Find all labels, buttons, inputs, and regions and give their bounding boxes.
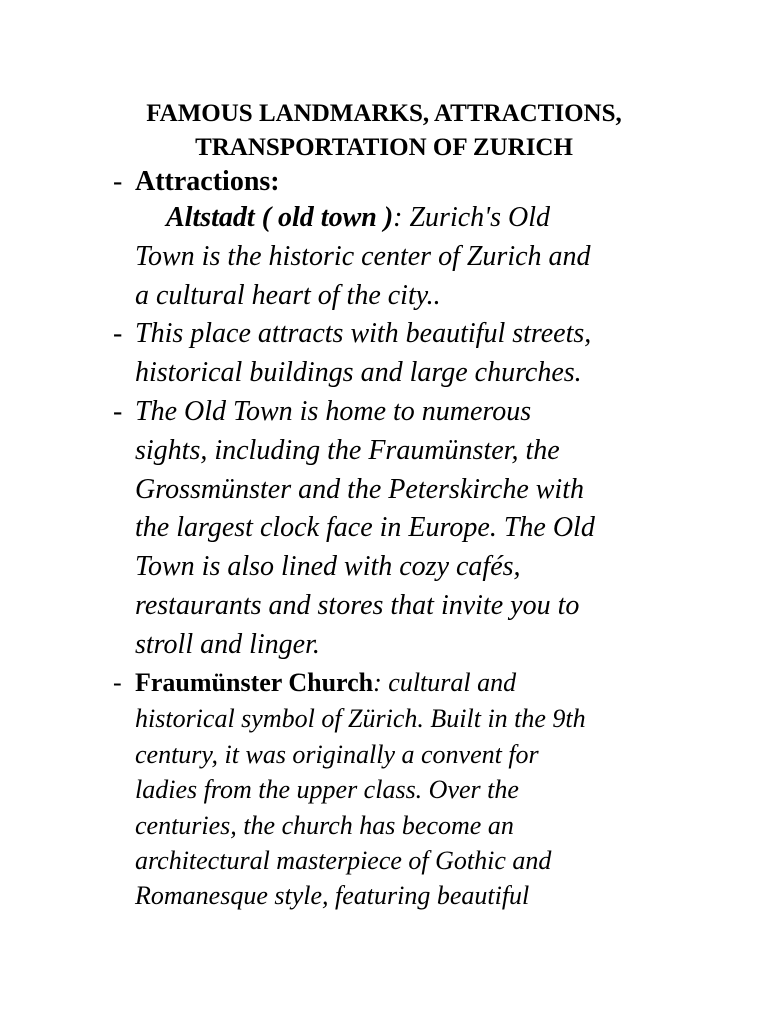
sights-line-5: Town is also lined with cozy cafés,: [135, 551, 521, 582]
streets-line-1: This place attracts with beautiful streets,: [135, 318, 592, 349]
fraumunster-definition-start: : cultural and: [373, 668, 517, 697]
altstadt-definition-start: : Zurich's Old: [393, 202, 551, 233]
streets-line-2: historical buildings and large churches.: [135, 357, 582, 388]
sights-line-4: the largest clock face in Europe. The Old: [135, 512, 595, 543]
fraumunster-line-2: historical symbol of Zürich. Built in the 9th: [135, 704, 586, 733]
attractions-heading: Attractions:: [135, 166, 280, 197]
bullet-marker: -: [113, 318, 123, 349]
altstadt-line-1: [166, 202, 550, 234]
fraumunster-line-1: [135, 668, 516, 698]
document-title-line-2: TRANSPORTATION OF ZURICH: [195, 134, 573, 161]
sights-line-6: restaurants and stores that invite you to: [135, 590, 580, 621]
altstadt-term: Altstadt ( old town ): [166, 202, 394, 233]
bullet-marker: -: [113, 166, 123, 197]
sights-line-2: sights, including the Fraumünster, the: [135, 435, 560, 466]
bullet-marker: -: [113, 396, 123, 427]
document-title-line-1: FAMOUS LANDMARKS, ATTRACTIONS,: [146, 100, 622, 127]
sights-line-3: Grossmünster and the Peterskirche with: [135, 474, 584, 505]
altstadt-line-2: Town is the historic center of Zurich and: [135, 241, 591, 272]
altstadt-line-3: a cultural heart of the city..: [135, 280, 441, 311]
fraumunster-line-4: ladies from the upper class. Over the: [135, 775, 519, 804]
sights-line-1: The Old Town is home to numerous: [135, 396, 532, 427]
bullet-marker: -: [113, 668, 122, 697]
fraumunster-line-7: Romanesque style, featuring beautiful: [135, 881, 530, 910]
fraumunster-line-5: centuries, the church has become an: [135, 811, 514, 840]
fraumunster-term: Fraumünster Church: [135, 668, 374, 697]
fraumunster-line-6: architectural masterpiece of Gothic and: [135, 846, 552, 875]
fraumunster-line-3: century, it was originally a convent for: [135, 740, 539, 769]
sights-line-7: stroll and linger.: [135, 629, 320, 660]
